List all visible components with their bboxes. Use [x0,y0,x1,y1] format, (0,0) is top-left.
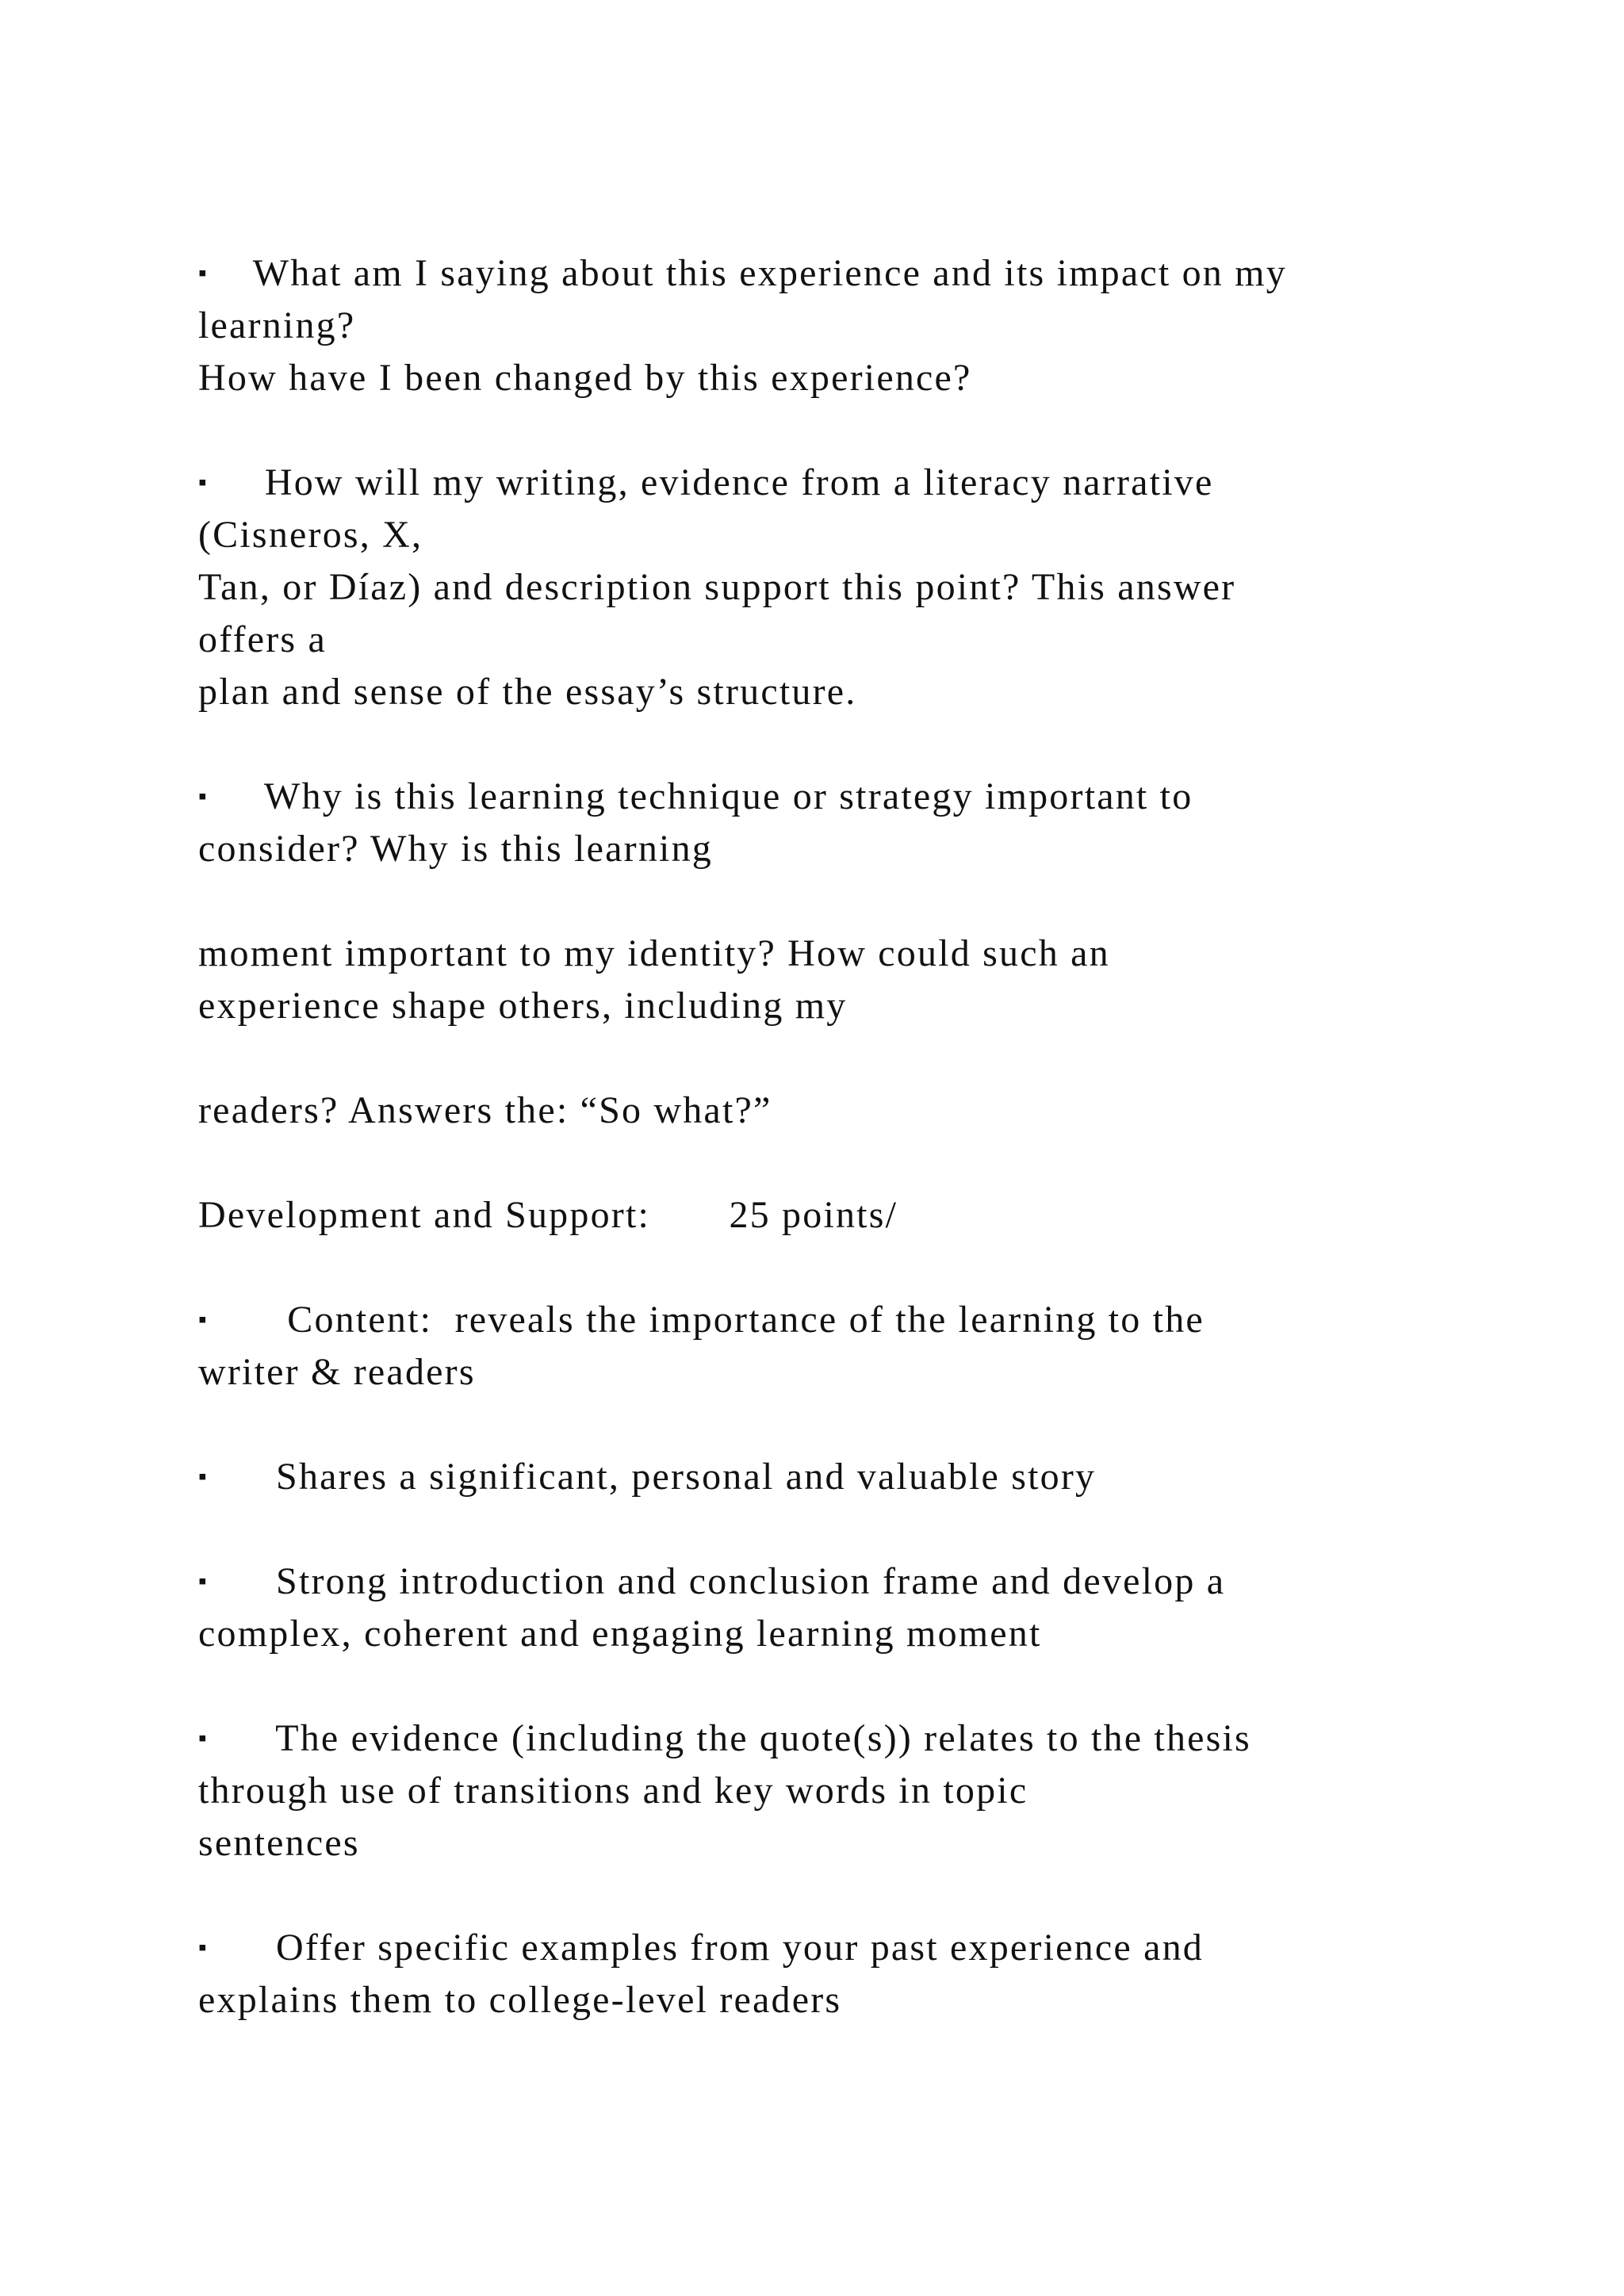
document-body [198,247,1546,2026]
blank-line [198,718,1546,771]
text-line [198,1189,1546,1242]
blank-line [198,1660,1546,1712]
line-text: (Cisneros, X, [198,514,423,556]
line-text: Shares a significant, personal and valuable story [276,1456,1097,1498]
bullet-line [198,1451,1546,1503]
bullet-line [198,1712,1546,1765]
line-text: readers? Answers the: “So what?” [198,1089,772,1131]
text-line [198,980,1546,1032]
line-text: How have I been changed by this experience? [198,357,972,399]
line-text: Offer specific examples from your past experience and [276,1927,1204,1969]
bullet-gap [209,775,264,817]
text-line [198,1817,1546,1869]
bullet-line [198,771,1546,823]
line-text: What am I saying about this experience and its impact on my [252,252,1287,294]
bullet-line [198,1294,1546,1346]
bullet-gap [209,461,265,503]
text-line [198,1346,1546,1399]
line-text: Why is this learning technique or strategy important to [263,775,1193,817]
line-text: offers a [198,618,327,660]
blank-line [198,1399,1546,1451]
blank-line [198,1032,1546,1085]
text-line [198,1608,1546,1660]
line-text: How will my writing, evidence from a literacy narrative [264,461,1214,503]
text-line [198,614,1546,666]
square-bullet-icon: ▪ [198,469,209,496]
blank-line [198,1137,1546,1189]
text-line [198,561,1546,614]
square-bullet-icon: ▪ [198,1464,209,1490]
line-text: through use of transitions and key words in topic [198,1770,1028,1812]
bullet-gap [209,1299,287,1341]
line-text: moment important to my identity? How could such an [198,932,1110,974]
text-line [198,666,1546,718]
blank-line [198,1242,1546,1294]
bullet-gap [209,1927,276,1969]
text-line [198,509,1546,561]
text-line [198,300,1546,352]
line-text: The evidence (including the quote(s)) relates to the thesis [275,1717,1251,1759]
blank-line [198,1503,1546,1556]
line-text: explains them to college-level readers [198,1979,842,2021]
square-bullet-icon: ▪ [198,1725,209,1751]
line-text: sentences [198,1822,360,1864]
line-text: complex, coherent and engaging learning moment [198,1613,1042,1655]
line-text: plan and sense of the essay’s structure. [198,671,857,713]
square-bullet-icon: ▪ [198,1307,209,1333]
line-text: learning? [198,304,356,346]
line-text: Strong introduction and conclusion frame and develop a [276,1560,1226,1602]
bullet-line [198,247,1546,300]
text-line [198,1085,1546,1137]
text-line [198,352,1546,404]
bullet-gap [209,252,253,294]
text-line [198,1974,1546,2026]
bullet-line [198,1556,1546,1608]
bullet-line [198,457,1546,509]
text-line [198,928,1546,980]
bullet-line [198,1922,1546,1974]
text-line [198,1765,1546,1817]
square-bullet-icon: ▪ [198,783,209,809]
line-text: experience shape others, including my [198,985,848,1027]
line-text: Tan, or Díaz) and description support this point? This answer [198,566,1236,608]
blank-line [198,875,1546,928]
square-bullet-icon: ▪ [198,260,209,286]
square-bullet-icon: ▪ [198,1568,209,1594]
line-text: writer & readers [198,1351,476,1393]
blank-line [198,1869,1546,1922]
line-text: Content: reveals the importance of the learning to the [287,1299,1205,1341]
bullet-gap [209,1717,275,1759]
text-line [198,823,1546,875]
blank-line [198,404,1546,457]
bullet-gap [209,1456,276,1498]
bullet-gap [209,1560,276,1602]
line-text: consider? Why is this learning [198,828,713,870]
square-bullet-icon: ▪ [198,1934,209,1961]
line-text: Development and Support: 25 points/ [198,1194,898,1236]
